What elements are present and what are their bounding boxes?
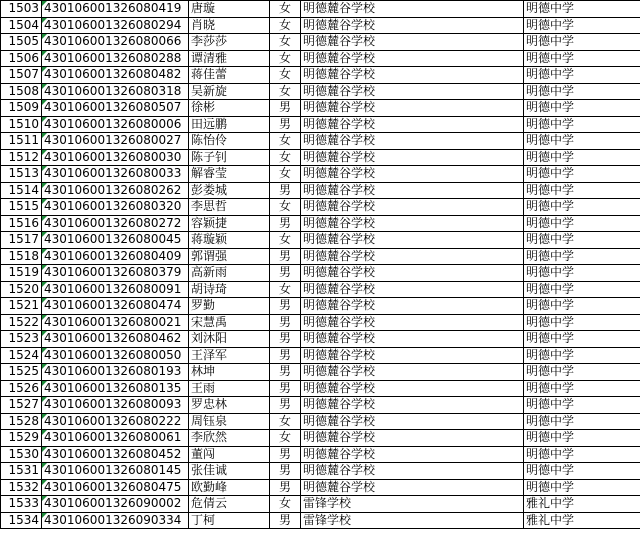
- admitted-school-cell: 明德中学: [524, 232, 640, 249]
- table-row: [1, 281, 640, 298]
- gender-cell: 男: [270, 380, 301, 397]
- student-id-cell: 430106001326080030: [42, 149, 189, 166]
- row-number-cell: 1515: [1, 199, 42, 216]
- table-row: [1, 397, 640, 414]
- row-number-cell: 1520: [1, 281, 42, 298]
- admitted-school-cell: 雅礼中学: [524, 496, 640, 513]
- row-number-cell: 1510: [1, 116, 42, 133]
- gender-cell: 女: [270, 166, 301, 183]
- student-name-cell: 陈子钊: [189, 149, 270, 166]
- student-id-cell: 430106001326080318: [42, 83, 189, 100]
- gender-cell: 男: [270, 265, 301, 282]
- student-name-cell: 王雨: [189, 380, 270, 397]
- table-row: [1, 496, 640, 513]
- graduating-school-cell: 明德麓谷学校: [301, 133, 524, 150]
- student-id-cell: 430106001326080507: [42, 100, 189, 117]
- admitted-school-cell: 明德中学: [524, 364, 640, 381]
- row-number-cell: 1516: [1, 215, 42, 232]
- graduating-school-cell: 明德麓谷学校: [301, 281, 524, 298]
- gender-cell: 女: [270, 232, 301, 249]
- student-name-cell: 周钰泉: [189, 413, 270, 430]
- student-id-cell: 430106001326080027: [42, 133, 189, 150]
- table-row: [1, 149, 640, 166]
- graduating-school-cell: 明德麓谷学校: [301, 116, 524, 133]
- table-row: [1, 199, 640, 216]
- student-name-cell: 宋慧禹: [189, 314, 270, 331]
- table-row: [1, 479, 640, 496]
- student-id-cell: 430106001326080294: [42, 17, 189, 34]
- graduating-school-cell: 明德麓谷学校: [301, 182, 524, 199]
- row-number-cell: 1522: [1, 314, 42, 331]
- student-id-cell: 430106001326080475: [42, 479, 189, 496]
- gender-cell: 男: [270, 100, 301, 117]
- row-number-cell: 1512: [1, 149, 42, 166]
- gender-cell: 男: [270, 331, 301, 348]
- student-name-cell: 罗忠林: [189, 397, 270, 414]
- gender-cell: 男: [270, 314, 301, 331]
- student-name-cell: 董闯: [189, 446, 270, 463]
- student-id-cell: 430106001326080045: [42, 232, 189, 249]
- admitted-school-cell: 明德中学: [524, 413, 640, 430]
- row-number-cell: 1526: [1, 380, 42, 397]
- student-id-cell: 430106001326080272: [42, 215, 189, 232]
- graduating-school-cell: 明德麓谷学校: [301, 149, 524, 166]
- table-row: [1, 17, 640, 34]
- gender-cell: 女: [270, 83, 301, 100]
- graduating-school-cell: 明德麓谷学校: [301, 314, 524, 331]
- admitted-school-cell: 明德中学: [524, 331, 640, 348]
- admitted-school-cell: 明德中学: [524, 397, 640, 414]
- gender-cell: 男: [270, 215, 301, 232]
- gender-cell: 男: [270, 298, 301, 315]
- student-name-cell: 吴新旋: [189, 83, 270, 100]
- student-id-cell: 430106001326080474: [42, 298, 189, 315]
- admitted-school-cell: 明德中学: [524, 380, 640, 397]
- table-row: [1, 413, 640, 430]
- graduating-school-cell: 明德麓谷学校: [301, 380, 524, 397]
- student-name-cell: 张佳诚: [189, 463, 270, 480]
- admitted-school-cell: 明德中学: [524, 314, 640, 331]
- student-id-cell: 430106001326080193: [42, 364, 189, 381]
- graduating-school-cell: 明德麓谷学校: [301, 34, 524, 51]
- row-number-cell: 1521: [1, 298, 42, 315]
- student-id-cell: 430106001326080135: [42, 380, 189, 397]
- student-name-cell: 谭清雅: [189, 50, 270, 67]
- gender-cell: 男: [270, 479, 301, 496]
- gender-cell: 男: [270, 463, 301, 480]
- student-name-cell: 蒋璇颖: [189, 232, 270, 249]
- gender-cell: 女: [270, 17, 301, 34]
- gender-cell: 女: [270, 50, 301, 67]
- student-name-cell: 郭谓强: [189, 248, 270, 265]
- gender-cell: 男: [270, 116, 301, 133]
- row-number-cell: 1507: [1, 67, 42, 84]
- admitted-school-cell: 明德中学: [524, 347, 640, 364]
- gender-cell: 男: [270, 182, 301, 199]
- admitted-school-cell: 明德中学: [524, 248, 640, 265]
- graduating-school-cell: 明德麓谷学校: [301, 430, 524, 447]
- row-number-cell: 1508: [1, 83, 42, 100]
- admitted-school-cell: 明德中学: [524, 34, 640, 51]
- gender-cell: 女: [270, 496, 301, 513]
- table-row: [1, 116, 640, 133]
- table-row: [1, 463, 640, 480]
- student-id-cell: 430106001326080482: [42, 67, 189, 84]
- row-number-cell: 1532: [1, 479, 42, 496]
- gender-cell: 男: [270, 512, 301, 529]
- row-number-cell: 1523: [1, 331, 42, 348]
- gender-cell: 女: [270, 281, 301, 298]
- graduating-school-cell: 明德麓谷学校: [301, 17, 524, 34]
- student-name-cell: 林坤: [189, 364, 270, 381]
- gender-cell: 男: [270, 397, 301, 414]
- graduating-school-cell: 明德麓谷学校: [301, 248, 524, 265]
- gender-cell: 女: [270, 149, 301, 166]
- student-id-cell: 430106001326080021: [42, 314, 189, 331]
- graduating-school-cell: 明德麓谷学校: [301, 100, 524, 117]
- graduating-school-cell: 雷锋学校: [301, 512, 524, 529]
- student-id-cell: 430106001326080050: [42, 347, 189, 364]
- gender-cell: 女: [270, 199, 301, 216]
- graduating-school-cell: 雷锋学校: [301, 496, 524, 513]
- graduating-school-cell: 明德麓谷学校: [301, 298, 524, 315]
- gender-cell: 女: [270, 133, 301, 150]
- student-id-cell: 430106001326080262: [42, 182, 189, 199]
- admitted-school-cell: 明德中学: [524, 446, 640, 463]
- row-number-cell: 1534: [1, 512, 42, 529]
- student-id-cell: 430106001326080093: [42, 397, 189, 414]
- row-number-cell: 1518: [1, 248, 42, 265]
- student-id-cell: 430106001326080409: [42, 248, 189, 265]
- row-number-cell: 1514: [1, 182, 42, 199]
- student-name-cell: 彭娄城: [189, 182, 270, 199]
- admitted-school-cell: 明德中学: [524, 116, 640, 133]
- student-name-cell: 田远鹏: [189, 116, 270, 133]
- table-row: [1, 50, 640, 67]
- admitted-school-cell: 明德中学: [524, 265, 640, 282]
- student-name-cell: 李欣然: [189, 430, 270, 447]
- row-number-cell: 1525: [1, 364, 42, 381]
- student-id-cell: 430106001326080033: [42, 166, 189, 183]
- row-number-cell: 1517: [1, 232, 42, 249]
- student-id-cell: 430106001326080379: [42, 265, 189, 282]
- table-row: [1, 347, 640, 364]
- gender-cell: 女: [270, 430, 301, 447]
- table-row: [1, 133, 640, 150]
- student-name-cell: 陈怡伶: [189, 133, 270, 150]
- table-row: [1, 166, 640, 183]
- gender-cell: 女: [270, 413, 301, 430]
- graduating-school-cell: 明德麓谷学校: [301, 446, 524, 463]
- student-name-cell: 刘沐阳: [189, 331, 270, 348]
- student-name-cell: 容颖捷: [189, 215, 270, 232]
- graduating-school-cell: 明德麓谷学校: [301, 463, 524, 480]
- graduating-school-cell: 明德麓谷学校: [301, 232, 524, 249]
- row-number-cell: 1504: [1, 17, 42, 34]
- student-id-cell: 430106001326080222: [42, 413, 189, 430]
- student-name-cell: 高新雨: [189, 265, 270, 282]
- row-number-cell: 1528: [1, 413, 42, 430]
- student-name-cell: 罗勤: [189, 298, 270, 315]
- admitted-school-cell: 明德中学: [524, 298, 640, 315]
- graduating-school-cell: 明德麓谷学校: [301, 50, 524, 67]
- graduating-school-cell: 明德麓谷学校: [301, 364, 524, 381]
- student-name-cell: 王泽军: [189, 347, 270, 364]
- student-name-cell: 肖晓: [189, 17, 270, 34]
- admitted-school-cell: 明德中学: [524, 430, 640, 447]
- table-row: [1, 430, 640, 447]
- admitted-school-cell: 明德中学: [524, 463, 640, 480]
- student-id-cell: 430106001326080061: [42, 430, 189, 447]
- student-name-cell: 唐璇: [189, 1, 270, 18]
- table-row: [1, 298, 640, 315]
- row-number-cell: 1503: [1, 1, 42, 18]
- graduating-school-cell: 明德麓谷学校: [301, 347, 524, 364]
- student-name-cell: 胡诗琦: [189, 281, 270, 298]
- row-number-cell: 1506: [1, 50, 42, 67]
- table-row: [1, 34, 640, 51]
- student-id-cell: 430106001326080462: [42, 331, 189, 348]
- gender-cell: 男: [270, 347, 301, 364]
- student-name-cell: 解睿莹: [189, 166, 270, 183]
- student-id-cell: 430106001326080066: [42, 34, 189, 51]
- admitted-school-cell: 明德中学: [524, 17, 640, 34]
- admitted-school-cell: 明德中学: [524, 215, 640, 232]
- row-number-cell: 1513: [1, 166, 42, 183]
- student-id-cell: 430106001326080145: [42, 463, 189, 480]
- admitted-school-cell: 明德中学: [524, 149, 640, 166]
- table-row: [1, 380, 640, 397]
- gender-cell: 女: [270, 67, 301, 84]
- admitted-school-cell: 明德中学: [524, 166, 640, 183]
- admitted-school-cell: 明德中学: [524, 182, 640, 199]
- student-name-cell: 李莎莎: [189, 34, 270, 51]
- graduating-school-cell: 明德麓谷学校: [301, 67, 524, 84]
- student-name-cell: 徐彬: [189, 100, 270, 117]
- student-id-cell: 430106001326080320: [42, 199, 189, 216]
- table-row: [1, 265, 640, 282]
- table-row: [1, 248, 640, 265]
- admitted-school-cell: 明德中学: [524, 199, 640, 216]
- row-number-cell: 1505: [1, 34, 42, 51]
- admitted-school-cell: 明德中学: [524, 479, 640, 496]
- table-row: [1, 331, 640, 348]
- table-row: [1, 83, 640, 100]
- student-id-cell: 430106001326080091: [42, 281, 189, 298]
- student-id-cell: 430106001326080452: [42, 446, 189, 463]
- gender-cell: 男: [270, 446, 301, 463]
- graduating-school-cell: 明德麓谷学校: [301, 265, 524, 282]
- admitted-school-cell: 雅礼中学: [524, 512, 640, 529]
- student-name-cell: 欧勤峰: [189, 479, 270, 496]
- student-id-cell: 430106001326080419: [42, 1, 189, 18]
- graduating-school-cell: 明德麓谷学校: [301, 83, 524, 100]
- row-number-cell: 1527: [1, 397, 42, 414]
- student-name-cell: 蒋佳蕾: [189, 67, 270, 84]
- admitted-school-cell: 明德中学: [524, 50, 640, 67]
- table-row: [1, 446, 640, 463]
- row-number-cell: 1533: [1, 496, 42, 513]
- graduating-school-cell: 明德麓谷学校: [301, 1, 524, 18]
- row-number-cell: 1511: [1, 133, 42, 150]
- row-number-cell: 1509: [1, 100, 42, 117]
- graduating-school-cell: 明德麓谷学校: [301, 397, 524, 414]
- table-row: [1, 314, 640, 331]
- student-name-cell: 李思哲: [189, 199, 270, 216]
- admitted-school-cell: 明德中学: [524, 281, 640, 298]
- table-row: [1, 67, 640, 84]
- gender-cell: 男: [270, 364, 301, 381]
- student-id-cell: 430106001326090002: [42, 496, 189, 513]
- admitted-school-cell: 明德中学: [524, 100, 640, 117]
- student-id-cell: 430106001326080288: [42, 50, 189, 67]
- row-number-cell: 1529: [1, 430, 42, 447]
- graduating-school-cell: 明德麓谷学校: [301, 199, 524, 216]
- student-table-body: [1, 1, 640, 529]
- student-id-cell: 430106001326090334: [42, 512, 189, 529]
- table-row: [1, 364, 640, 381]
- table-row: [1, 1, 640, 18]
- admitted-school-cell: 明德中学: [524, 67, 640, 84]
- admitted-school-cell: 明德中学: [524, 133, 640, 150]
- row-number-cell: 1530: [1, 446, 42, 463]
- table-row: [1, 512, 640, 529]
- row-number-cell: 1524: [1, 347, 42, 364]
- graduating-school-cell: 明德麓谷学校: [301, 215, 524, 232]
- row-number-cell: 1519: [1, 265, 42, 282]
- student-name-cell: 危倩云: [189, 496, 270, 513]
- table-row: [1, 215, 640, 232]
- graduating-school-cell: 明德麓谷学校: [301, 413, 524, 430]
- graduating-school-cell: 明德麓谷学校: [301, 331, 524, 348]
- graduating-school-cell: 明德麓谷学校: [301, 166, 524, 183]
- graduating-school-cell: 明德麓谷学校: [301, 479, 524, 496]
- row-number-cell: 1531: [1, 463, 42, 480]
- gender-cell: 女: [270, 34, 301, 51]
- gender-cell: 男: [270, 248, 301, 265]
- student-id-cell: 430106001326080006: [42, 116, 189, 133]
- table-row: [1, 100, 640, 117]
- admitted-school-cell: 明德中学: [524, 83, 640, 100]
- student-name-cell: 丁柯: [189, 512, 270, 529]
- gender-cell: 女: [270, 1, 301, 18]
- table-row: [1, 232, 640, 249]
- admitted-school-cell: 明德中学: [524, 1, 640, 18]
- table-row: [1, 182, 640, 199]
